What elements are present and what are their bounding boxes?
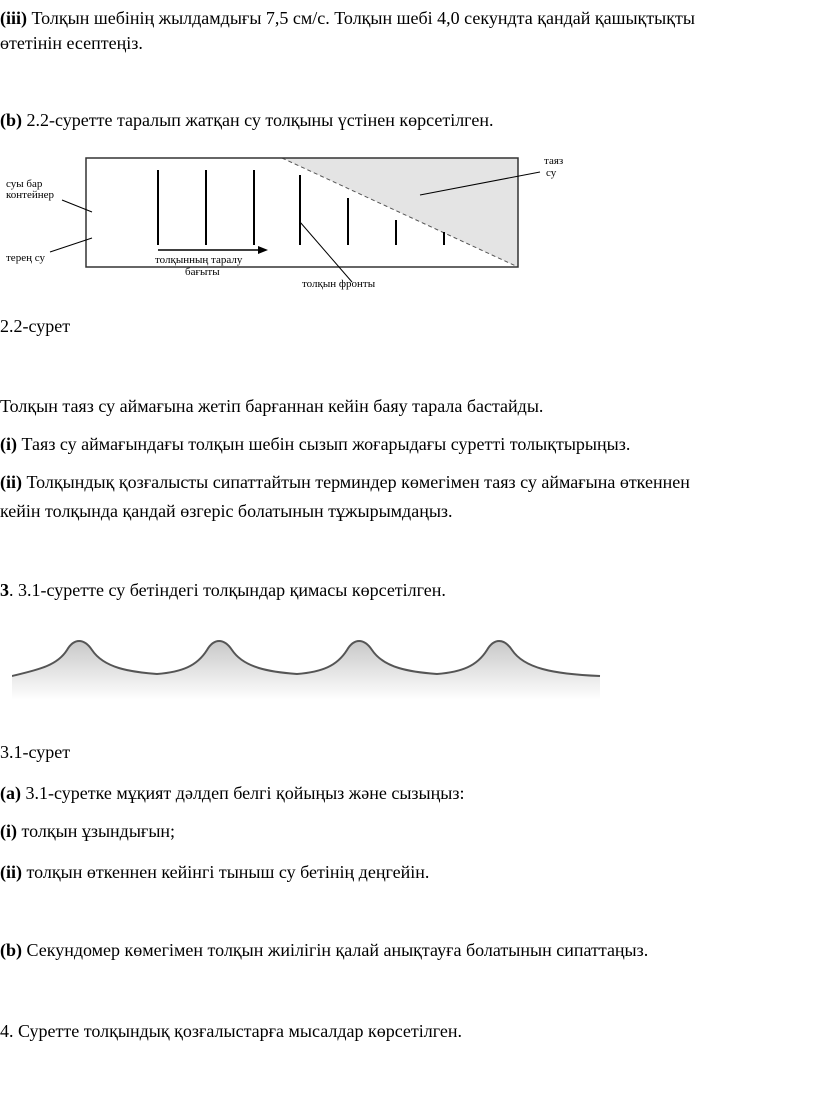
leader-line-container (62, 200, 92, 212)
question-text: толқын өткеннен кейінгі тыныш су бетінің деңгейін. (22, 862, 430, 882)
question-i-line (0, 432, 630, 456)
question-iii-line-1 (0, 6, 695, 30)
label-container-2: контейнер (6, 189, 55, 201)
question-label: (b) (0, 110, 22, 130)
question-3b-line (0, 938, 648, 962)
figure-3-1-caption: 3.1-сурет (0, 742, 71, 762)
question-text: Толқын шебінің жылдамдығы 7,5 см/с. Толқын шебі 4,0 секундта қандай қашықтықты (27, 8, 695, 28)
label-fronts: толқын фронты (302, 278, 376, 290)
question-iii-line-2 (0, 31, 143, 55)
question-label: (ii) (0, 862, 22, 882)
question-ii-line-2 (0, 499, 453, 523)
question-label: (b) (0, 940, 22, 960)
question-label: 3 (0, 580, 9, 600)
label-deep-water: терең су (6, 252, 45, 264)
label-direction-1: толқынның таралу (155, 254, 243, 266)
label-container-1: суы бар (6, 178, 43, 190)
question-3a-line (0, 781, 464, 805)
figure-2-2-caption: 2.2-сурет (0, 316, 71, 336)
question-text: . 3.1-суретте су бетіндегі толқындар қимасы көрсетілген. (9, 580, 446, 600)
question-3-line (0, 578, 446, 602)
question-text: кейін толқында қандай өзгеріс болатынын тұжырымдаңыз. (0, 501, 453, 521)
leader-line-fronts (300, 222, 352, 282)
question-label: (i) (0, 821, 17, 841)
question-text: 3.1-суретке мұқият дәлдеп белгі қойыңыз және сызыңыз: (21, 783, 465, 803)
question-4-line: 4. Суретте толқындық қозғалыстарға мысалдар көрсетілген. (0, 1021, 463, 1041)
question-text: толқын ұзындығын; (17, 821, 176, 841)
question-label: (а) (0, 783, 21, 803)
question-ii-line-1 (0, 470, 690, 494)
question-label: (ii) (0, 472, 22, 492)
label-shallow-1: таяз (544, 155, 564, 167)
direction-arrow-head (258, 246, 268, 254)
question-label: (i) (0, 434, 17, 454)
paragraph-shallow-water: Толқын таяз су аймағына жетіп барғаннан кейін баяу тарала бастайды. (0, 396, 544, 416)
label-direction-2: бағыты (185, 266, 220, 278)
question-text: өтетінін есептеңіз. (0, 33, 143, 53)
question-text: 2.2-суретте таралып жатқан су толқыны үстінен көрсетілген. (22, 110, 494, 130)
question-text: Таяз су аймағындағы толқын шебін сызып жоғарыдағы суретті толықтырыңыз. (17, 434, 631, 454)
figure-2-2-water-tank (0, 150, 600, 295)
question-3a-i-line (0, 819, 175, 843)
question-text: Секундомер көмегімен толқын жиілігін қалай анықтауға болатынын сипаттаңыз. (22, 940, 649, 960)
question-label: (iii) (0, 8, 27, 28)
question-3a-ii-line (0, 860, 429, 884)
label-shallow-2: су (546, 167, 557, 179)
figure-3-1-wave-profile (12, 636, 602, 700)
question-b-line (0, 108, 493, 132)
question-text: Толқындық қозғалысты сипаттайтын терминдер көмегімен таяз су аймағына өткеннен (22, 472, 690, 492)
